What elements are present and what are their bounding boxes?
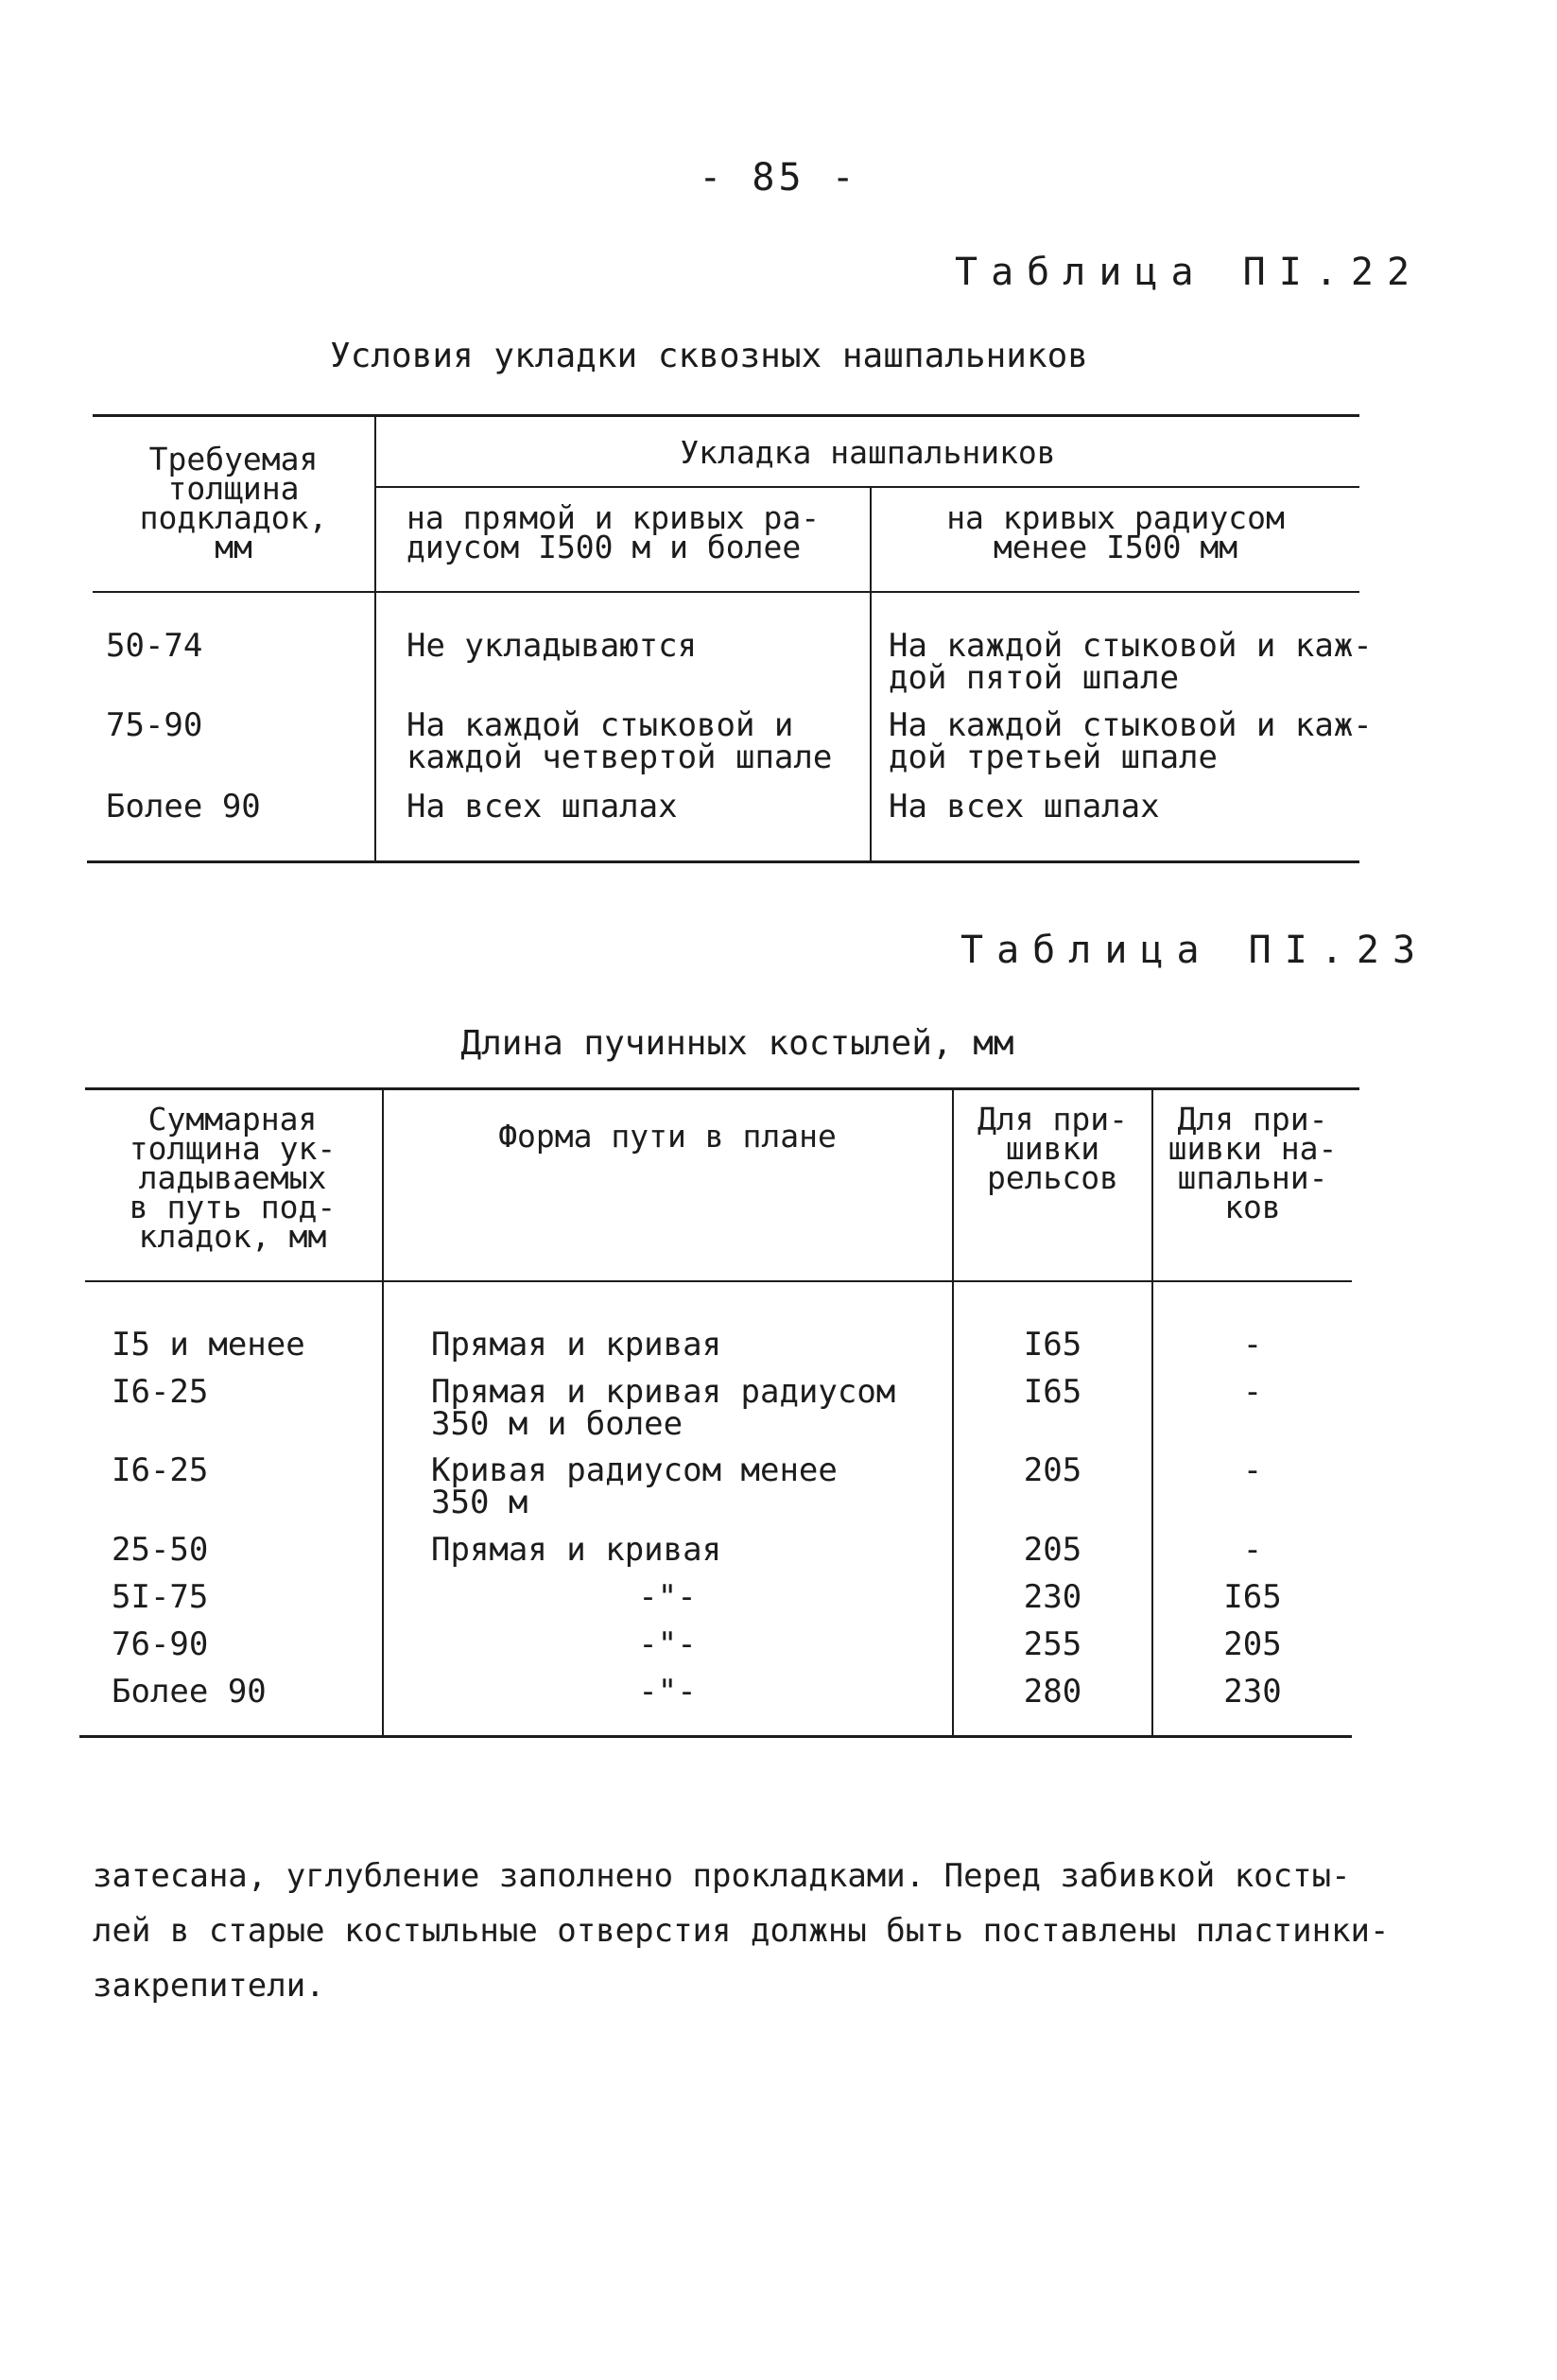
table1-title: Условия укладки сквозных нашпальников bbox=[330, 337, 1088, 375]
table2-header-pads: Для при- шивки на- шпальни- ков bbox=[1168, 1101, 1338, 1225]
table2-header-form: Форма пути в плане bbox=[498, 1118, 837, 1155]
table2-row-2-rails: I65 bbox=[1023, 1373, 1082, 1411]
table1-row-1-curved: На каждой стыковой и каж- дой пятой шпале bbox=[889, 627, 1373, 697]
page-number: - 85 - bbox=[699, 156, 858, 200]
table1-row-3-straight: На всех шпалах bbox=[407, 788, 678, 825]
table1-header-straight: на прямой и кривых ра- диусом I500 м и более bbox=[407, 499, 821, 565]
table2-row-2-pads: - bbox=[1242, 1373, 1263, 1411]
table2-row-4-rails: 205 bbox=[1023, 1531, 1082, 1569]
table2-row-7-rails: 280 bbox=[1023, 1673, 1082, 1711]
table2-row-5-rails: 230 bbox=[1023, 1578, 1082, 1616]
table2-row-4-form: Прямая и кривая bbox=[431, 1531, 722, 1569]
table1-group-rule bbox=[376, 486, 1359, 488]
table1-top-rule bbox=[93, 414, 1359, 417]
table1-row-1-straight: Не укладываются bbox=[407, 627, 698, 665]
table2-row-3-form: Кривая радиусом менее 350 м bbox=[431, 1451, 838, 1521]
table1-vrule-1 bbox=[374, 414, 376, 861]
table1-row-3-thickness: Более 90 bbox=[106, 788, 261, 825]
table1-header-rule bbox=[93, 591, 1359, 593]
table2-row-7-pads: 230 bbox=[1223, 1673, 1282, 1711]
table2-bottom-rule bbox=[79, 1735, 1352, 1738]
table2-row-6-thickness: 76-90 bbox=[112, 1625, 209, 1663]
table1-row-2-thickness: 75-90 bbox=[106, 706, 203, 744]
table2-caption: Таблица ПI.23 bbox=[960, 929, 1429, 972]
table2-row-5-thickness: 5I-75 bbox=[112, 1578, 209, 1616]
table2-header-rails: Для при- шивки рельсов bbox=[977, 1101, 1128, 1196]
table2-title: Длина пучинных костылей, мм bbox=[460, 1024, 1014, 1063]
table2-row-2-form: Прямая и кривая радиусом 350 м и более bbox=[431, 1373, 896, 1443]
table2-row-1-rails: I65 bbox=[1023, 1326, 1082, 1364]
table2-row-6-rails: 255 bbox=[1023, 1625, 1082, 1663]
table1-header-group: Укладка нашпальников bbox=[680, 434, 1056, 471]
table2-row-1-thickness: I5 и менее bbox=[112, 1326, 305, 1364]
table2-row-4-pads: - bbox=[1242, 1531, 1263, 1569]
table1-header-thickness: Требуемая толщина подкладок, мм bbox=[139, 441, 328, 565]
table2-row-1-pads: - bbox=[1242, 1326, 1263, 1364]
table1-bottom-rule bbox=[87, 860, 1359, 863]
table2-header-thickness: Суммарная толщина ук- ладываемых в путь под- кладок, мм bbox=[129, 1101, 337, 1255]
body-paragraph: затесана, углубление заполнено прокладками. Перед забивкой косты- лей в старые костыльные отверстия должны быть поставлены пластинки- закрепители. bbox=[93, 1857, 1390, 2005]
table2-row-5-pads: I65 bbox=[1223, 1578, 1282, 1616]
table1-row-3-curved: На всех шпалах bbox=[889, 788, 1160, 825]
table1-row-2-curved: На каждой стыковой и каж- дой третьей шпале bbox=[889, 706, 1373, 776]
table1-row-1-thickness: 50-74 bbox=[106, 627, 203, 665]
table2-header-rule bbox=[85, 1280, 1352, 1282]
table2-row-7-form: -"- bbox=[638, 1673, 697, 1711]
table1-caption: Таблица ПI.22 bbox=[955, 251, 1424, 294]
table2-row-4-thickness: 25-50 bbox=[112, 1531, 209, 1569]
table2-row-6-form: -"- bbox=[638, 1625, 697, 1663]
table2-row-7-thickness: Более 90 bbox=[112, 1673, 267, 1711]
table1-row-2-straight: На каждой стыковой и каждой четвертой шпале bbox=[407, 706, 833, 776]
table2-row-1-form: Прямая и кривая bbox=[431, 1326, 722, 1364]
table2-row-3-rails: 205 bbox=[1023, 1451, 1082, 1489]
table2-row-6-pads: 205 bbox=[1223, 1625, 1282, 1663]
table2-row-2-thickness: I6-25 bbox=[112, 1373, 209, 1411]
table2-top-rule bbox=[85, 1087, 1359, 1090]
table2-row-3-thickness: I6-25 bbox=[112, 1451, 209, 1489]
table2-row-3-pads: - bbox=[1242, 1451, 1263, 1489]
table2-row-5-form: -"- bbox=[638, 1578, 697, 1616]
table1-header-curved: на кривых радиусом менее I500 мм bbox=[946, 499, 1285, 565]
